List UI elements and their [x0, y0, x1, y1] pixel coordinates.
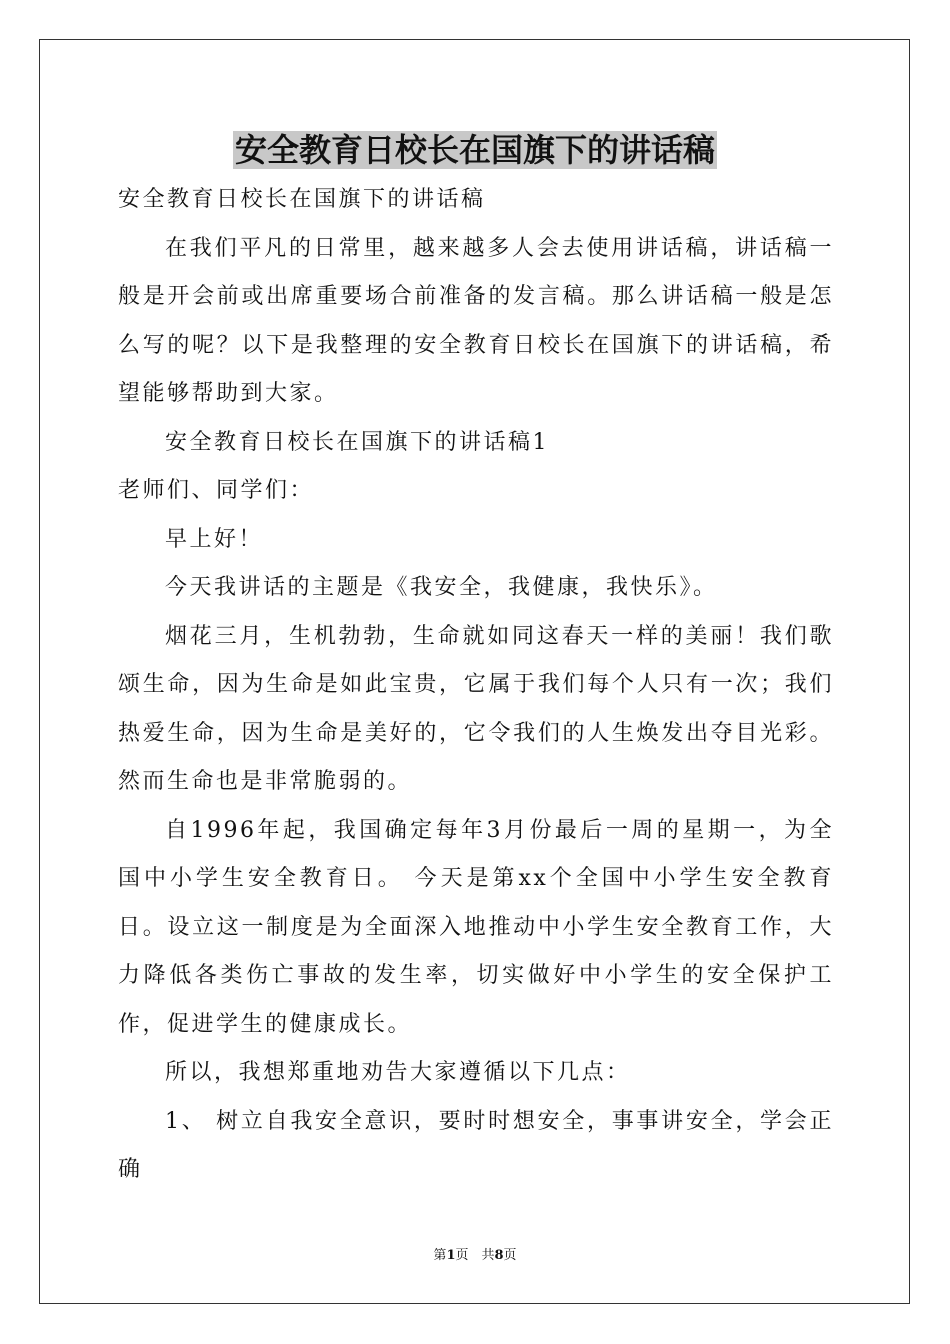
page-footer: [0, 1246, 950, 1266]
paragraph-topic: 今天我讲话的主题是《我安全，我健康，我快乐》。: [165, 575, 718, 600]
document-title: [0, 128, 950, 172]
paragraph-greeting: 早上好！: [165, 526, 264, 552]
paragraph-life: 烟花三月，生机勃勃，生命就如同这春天一样的美丽！我们歌颂生命，因为生命是如此宝贵，它属于我们每个人只有一次；我们热爱生命，因为生命是美好的，它令我们的人生焕发出夺目光彩。然而生命也是非常脆弱的。: [118, 623, 834, 794]
document-body: [118, 176, 834, 1195]
paragraph-subtitle: 安全教育日校长在国旗下的讲话稿: [118, 187, 486, 212]
paragraph-point-1: 1、 树立自我安全意识，要时时想安全，事事讲安全，学会正确: [118, 1108, 834, 1182]
paragraph-salutation: 老师们、同学们：: [118, 478, 315, 503]
paragraph-section-heading: 安全教育日校长在国旗下的讲话稿1: [165, 429, 549, 455]
footer-prefix: 第: [433, 1248, 447, 1263]
paragraph-safety-day: 自1996年起，我国确定每年3月份最后一周的星期一，为全国中小学生安全教育日。 今天是第xx个全国中小学生安全教育日。设立这一制度是为全面深入地推动中小学生安全教育工作，大力降低各类伤亡事故的发生率，切实做好中小学生的安全保护工作，促进学生的健康成长。: [118, 817, 834, 1037]
paragraph-intro: 在我们平凡的日常里，越来越多人会去使用讲话稿，讲话稿一般是开会前或出席重要场合前准备的发言稿。那么讲话稿一般是怎么写的呢？以下是我整理的安全教育日校长在国旗下的讲话稿，希望能够帮助到大家。: [118, 235, 834, 406]
document-title-text: 安全教育日校长在国旗下的讲话稿: [234, 131, 715, 169]
footer-suffix: 页: [503, 1248, 517, 1263]
footer-current-page: 1: [446, 1248, 456, 1263]
footer-total-pages: 8: [494, 1248, 504, 1263]
footer-middle: 页 共: [455, 1248, 495, 1263]
paragraph-advice-intro: 所以，我想郑重地劝告大家遵循以下几点：: [165, 1060, 631, 1085]
